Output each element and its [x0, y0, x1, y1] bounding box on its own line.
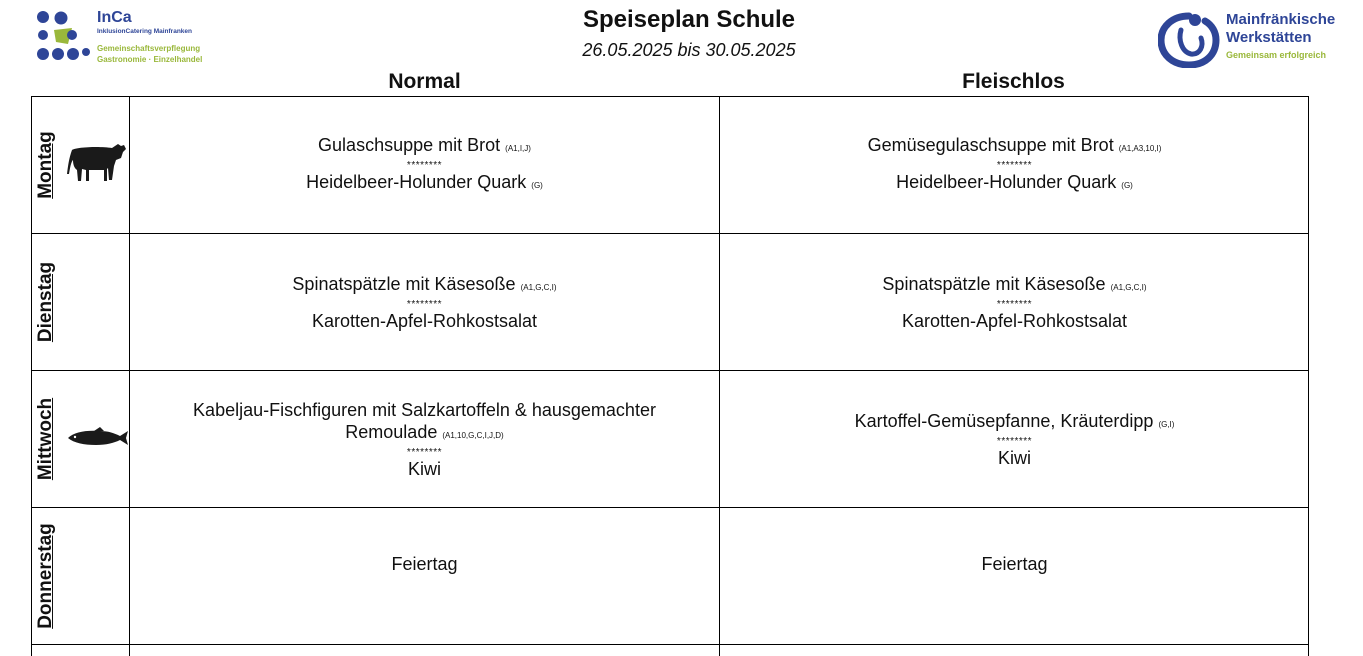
dish-name: Gemüsegulaschsuppe mit Brot — [867, 134, 1114, 155]
dish-name: Spinatspätzle mit Käsesoße — [292, 273, 516, 294]
werkstaetten-name-line2: Werkstätten — [1226, 29, 1312, 46]
inca-line2: Gastronomie · Einzelhandel — [97, 55, 203, 64]
menu-cell-montag-normal — [130, 97, 719, 234]
inca-logo — [34, 8, 234, 70]
menu-cell-donnerstag-normal — [130, 496, 719, 633]
dish-name: Kartoffel-Gemüsepfanne, Kräuterdipp — [854, 410, 1154, 431]
allergen-codes: (A1,G,C,I) — [1110, 282, 1147, 292]
allergen-codes: (A1,A3,10,I) — [1118, 143, 1162, 153]
dish-name: Spinatspätzle mit Käsesoße — [882, 273, 1106, 294]
separator: ******** — [996, 298, 1033, 310]
fish-indicator — [62, 370, 129, 507]
separator: ******** — [406, 446, 443, 458]
allergen-codes: (G) — [531, 180, 543, 190]
menu-cell-mittwoch-fleischlos — [720, 371, 1309, 508]
werkstaetten-tagline: Gemeinsam erfolgreich — [1226, 50, 1327, 60]
menu-cell-dienstag-fleischlos — [720, 234, 1309, 371]
dish-name: Kabeljau-Fischfiguren mit Salzkartoffeln & hausgemachter Remoulade — [193, 399, 656, 442]
fish-icon — [66, 426, 130, 450]
werkstaetten-logo-mark-icon — [1158, 10, 1220, 68]
inca-subtitle: InklusionCatering Mainfranken — [97, 28, 192, 35]
dessert-name: Heidelbeer-Holunder Quark — [896, 171, 1117, 192]
dessert-name: Kiwi — [407, 458, 441, 479]
day-label-montag: Montag — [35, 130, 56, 199]
dish-name: Gulaschsuppe mit Brot — [318, 134, 501, 155]
column-header-normal: Normal — [388, 70, 461, 93]
separator: ******** — [406, 298, 443, 310]
inca-brand: InCa — [97, 9, 132, 26]
meat-indicator — [62, 96, 129, 233]
menu-cell-dienstag-normal — [130, 234, 719, 371]
inca-logo-mark-icon — [34, 8, 96, 70]
menu-cell-mittwoch-normal — [130, 371, 719, 508]
mainfraenkische-werkstaetten-logo — [1158, 8, 1358, 70]
allergen-codes: (G) — [1121, 180, 1133, 190]
allergen-codes: (A1,G,C,I) — [520, 282, 557, 292]
separator: ******** — [996, 159, 1033, 171]
day-label-mittwoch: Mittwoch — [35, 397, 56, 480]
menu-cell-montag-fleischlos — [720, 97, 1309, 234]
allergen-codes: (G,I) — [1158, 419, 1175, 429]
allergen-codes: (A1,10,G,C,I,J,D) — [442, 430, 504, 440]
dessert-name: Kiwi — [997, 447, 1031, 468]
column-header-fleischlos: Fleischlos — [962, 70, 1065, 93]
holiday-text: Feiertag — [391, 554, 458, 574]
inca-line1: Gemeinschaftsverpflegung — [97, 44, 201, 53]
cow-icon — [66, 140, 130, 190]
separator: ******** — [996, 435, 1033, 447]
dessert-name: Heidelbeer-Holunder Quark — [306, 171, 527, 192]
table-row-divider — [31, 644, 1309, 645]
page-title: Speiseplan Schule — [582, 6, 796, 33]
menu-table — [31, 96, 1309, 656]
menu-cell-donnerstag-fleischlos — [720, 496, 1309, 633]
date-range: 26.05.2025 bis 30.05.2025 — [582, 40, 796, 60]
allergen-codes: (A1,I,J) — [505, 143, 531, 153]
dessert-name: Karotten-Apfel-Rohkostsalat — [901, 310, 1128, 331]
holiday-text: Feiertag — [981, 554, 1048, 574]
werkstaetten-name-line1: Mainfränkische — [1226, 11, 1336, 28]
dessert-name: Karotten-Apfel-Rohkostsalat — [311, 310, 538, 331]
separator: ******** — [406, 159, 443, 171]
day-label-dienstag: Dienstag — [35, 261, 56, 342]
day-label-donnerstag: Donnerstag — [35, 522, 56, 629]
